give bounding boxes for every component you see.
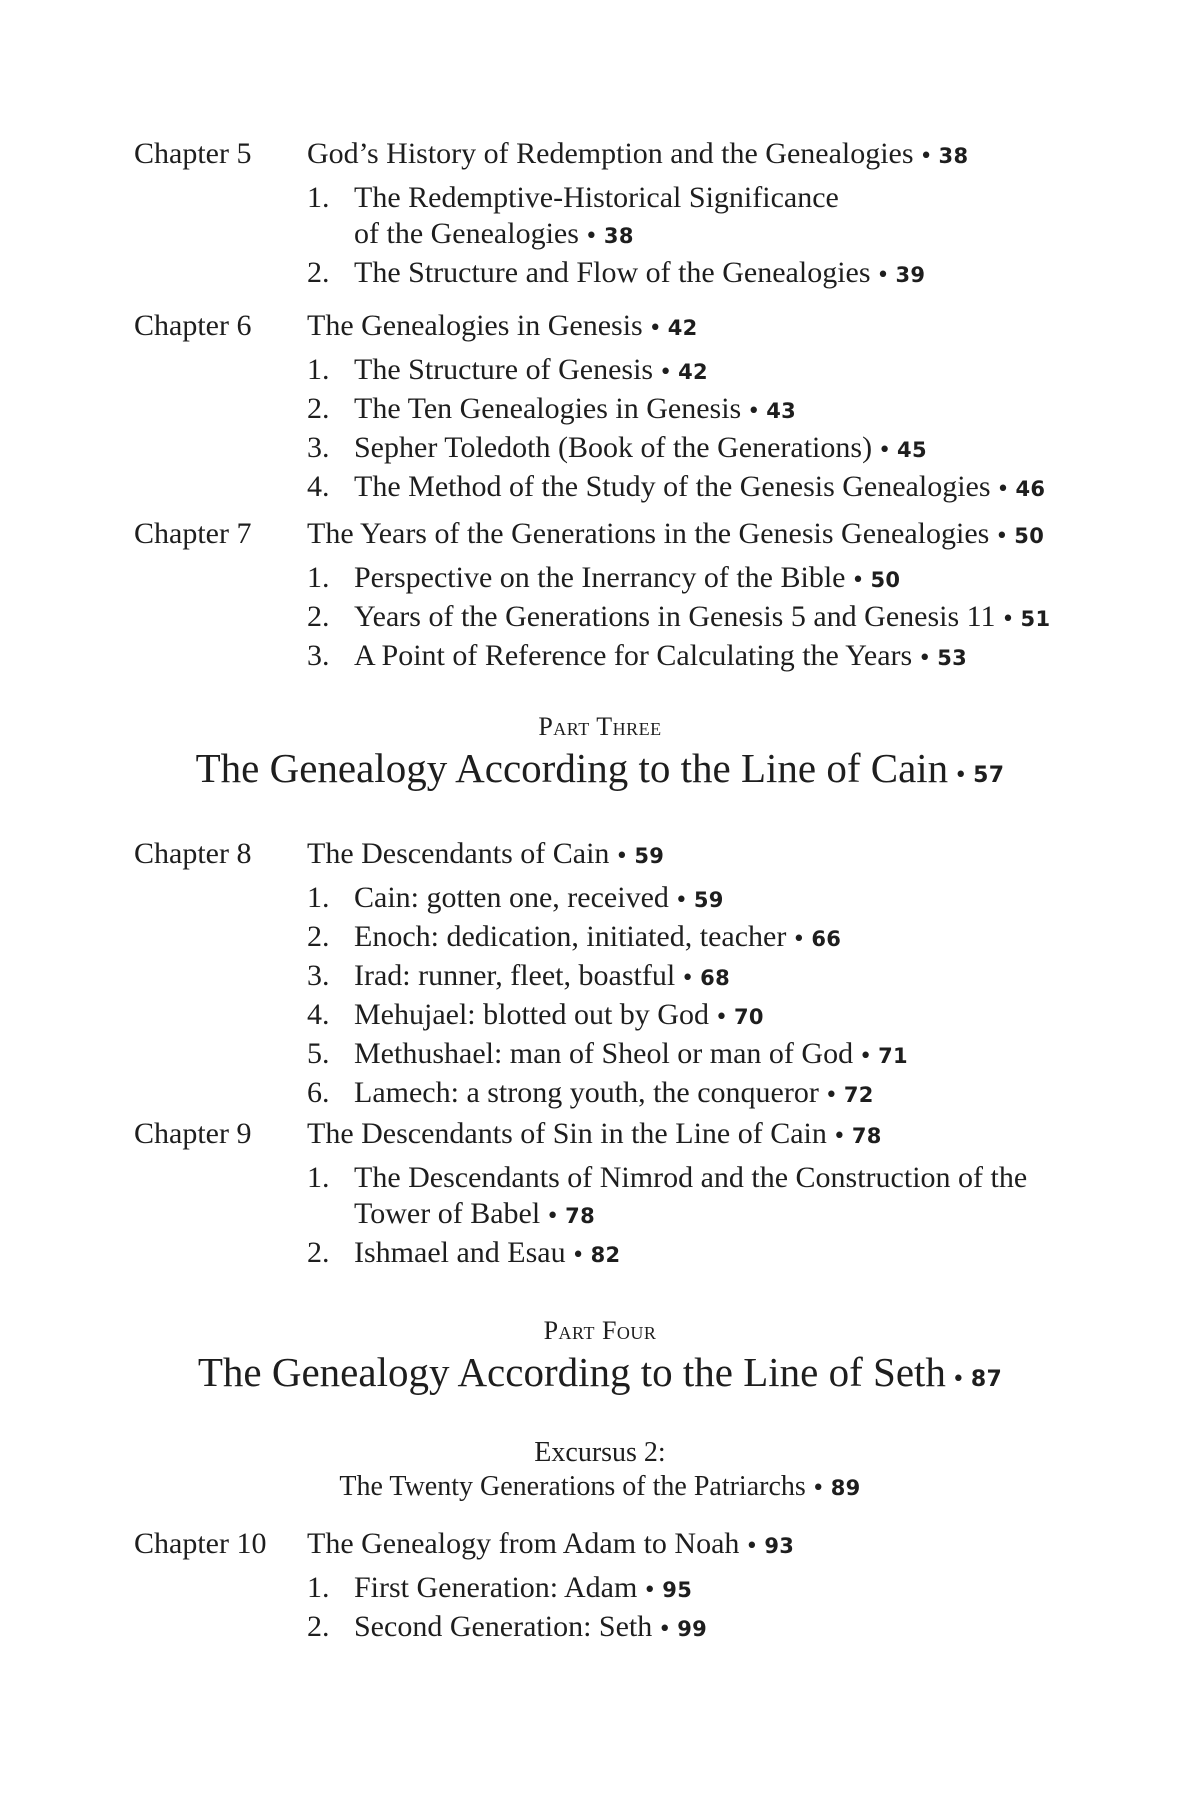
page-number: 72: [843, 1083, 874, 1107]
chapter-title: The Genealogies in Genesis • 42: [307, 309, 698, 342]
page-number: 53: [937, 646, 968, 670]
page-number: 38: [603, 224, 634, 248]
page-number: 42: [667, 316, 698, 340]
chapter-label: Chapter 8: [134, 837, 252, 870]
chapter-title: The Genealogy from Adam to Noah • 93: [307, 1527, 795, 1560]
page-number: 51: [1020, 607, 1051, 631]
toc-item: 2. Ishmael and Esau • 82: [307, 1236, 621, 1269]
part-four-title: The Genealogy According to the Line of Seth • 87: [197, 1349, 1003, 1395]
chapter-label: Chapter 9: [134, 1117, 252, 1150]
chapter-label: Chapter 6: [134, 309, 252, 342]
page-number: 78: [851, 1124, 882, 1148]
page-number: 66: [811, 927, 842, 951]
toc-item: 3. Sepher Toledoth (Book of the Generations) • 45: [307, 431, 927, 464]
page-number: 59: [693, 888, 724, 912]
chapter-title: The Descendants of Cain • 59: [307, 837, 665, 870]
chapter-label: Chapter 7: [134, 517, 252, 550]
part-three-title: The Genealogy According to the Line of Cain • 57: [195, 745, 1005, 791]
toc-item: 1. Cain: gotten one, received • 59: [307, 881, 724, 914]
chapter-items: [307, 560, 1050, 677]
chapter-title: The Years of the Generations in the Genesis Genealogies • 50: [307, 517, 1045, 550]
page-number: 50: [1014, 524, 1045, 548]
part-four-label: Part Four: [543, 1316, 657, 1345]
page-number: 95: [662, 1578, 693, 1602]
chapter-title: God’s History of Redemption and the Genealogies • 38: [307, 137, 969, 170]
toc-item: 2. Second Generation: Seth • 99: [307, 1610, 708, 1643]
chapter-items: [307, 1160, 1027, 1274]
toc-item: 1. The Descendants of Nimrod and the Construction of the Tower of Babel • 78: [307, 1161, 1028, 1230]
page-number: 99: [677, 1617, 708, 1641]
page-number: 38: [938, 144, 969, 168]
page-number: 57: [973, 763, 1005, 788]
toc-item: 5. Methushael: man of Sheol or man of God • 71: [307, 1037, 908, 1070]
page-number: 93: [764, 1534, 795, 1558]
page-number: 71: [878, 1044, 908, 1068]
page-number: 46: [1015, 477, 1046, 501]
page-number: 45: [897, 438, 927, 462]
toc-item: 1. First Generation: Adam • 95: [307, 1571, 693, 1604]
page-number: 89: [830, 1476, 861, 1500]
excursus-title: The Twenty Generations of the Patriarchs • 89: [339, 1471, 861, 1502]
toc-item: 1. The Structure of Genesis • 42: [307, 353, 708, 386]
page-number: 87: [970, 1367, 1003, 1392]
toc-item: 3. Irad: runner, fleet, boastful • 68: [307, 959, 730, 992]
toc-item: 4. Mehujael: blotted out by God • 70: [307, 998, 764, 1031]
toc-item: 2. The Structure and Flow of the Genealogies • 39: [307, 256, 926, 289]
page-number: 68: [700, 966, 730, 990]
part-three-label: Part Three: [538, 712, 662, 741]
page-number: 59: [634, 844, 665, 868]
chapter-label: Chapter 10: [134, 1527, 267, 1560]
page-number: 39: [895, 263, 926, 287]
toc-item: 1. Perspective on the Inerrancy of the Bible • 50: [307, 561, 901, 594]
page-number: 82: [590, 1243, 621, 1267]
toc-item: 4. The Method of the Study of the Genesis Genealogies • 46: [307, 470, 1046, 503]
chapter-items: [307, 352, 1045, 508]
page-number: 78: [565, 1204, 595, 1228]
chapter-label: Chapter 5: [134, 137, 252, 170]
toc-item: 1. The Redemptive-Historical Significance of the Genealogies • 38: [307, 181, 839, 250]
toc-item: 2. The Ten Genealogies in Genesis • 43: [307, 392, 797, 425]
page-number: 43: [766, 399, 797, 423]
page-number: 70: [733, 1005, 764, 1029]
excursus-label: Excursus 2:: [534, 1437, 666, 1468]
page-number: 50: [870, 568, 901, 592]
page-number: 42: [678, 360, 708, 384]
chapter-title: The Descendants of Sin in the Line of Cain • 78: [307, 1117, 882, 1150]
chapter-items: [307, 180, 925, 294]
toc-item: 2. Enoch: dedication, initiated, teacher • 66: [307, 920, 842, 953]
toc-item: 3. A Point of Reference for Calculating the Years • 53: [307, 639, 968, 672]
toc-item: 2. Years of the Generations in Genesis 5 and Genesis 11 • 51: [307, 600, 1051, 633]
toc-item: 6. Lamech: a strong youth, the conqueror • 72: [307, 1076, 874, 1109]
chapter-items: [307, 1570, 707, 1648]
chapter-items: [307, 880, 908, 1114]
